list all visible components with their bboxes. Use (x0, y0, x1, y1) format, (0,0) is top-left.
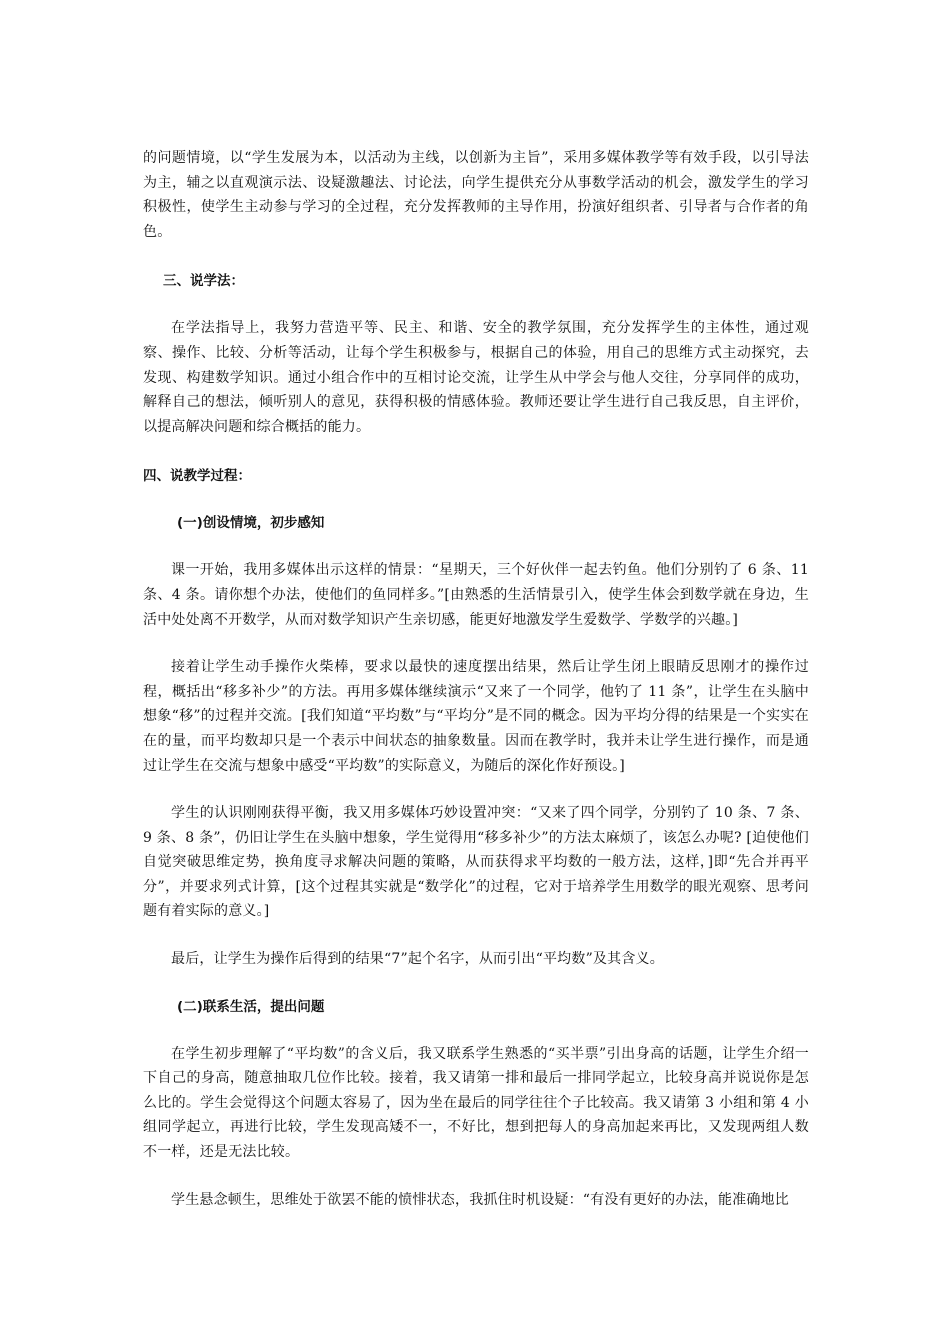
paragraph-learning-method: 在学法指导上，我努力营造平等、民主、和谐、安全的教学氛围，充分发挥学生的主体性，通过观察、操作、比较、分析等活动，让每个学生积极参与，根据自己的体验，用自己的思维方式主动探究，去发现、构建数学知识。通过小组合作中的互相讨论交流，让学生从中学会与他人交往，分享同伴的成功，解释自己的想法，倾听别人的意见，获得积极的情感体验。教师还要让学生进行自己我反思，自主评价，以提高解决问题和综合概括的能力。 (143, 320, 809, 435)
subheading-connect-life: (二)联系生活，提出问题 (177, 998, 325, 1015)
subheading-create-situation: (一)创设情境，初步感知 (177, 515, 325, 532)
heading-learning-method: 三、说学法： (163, 273, 244, 290)
paragraph-height-comparison: 在学生初步理解了“平均数”的含义后，我又联系学生熟悉的“买半票”引出身高的话题，让学生介绍一下自己的身高，随意抽取几位作比较。接着，我又请第一排和最后一排同学起立，比较身高并说说你是怎么比的。学生会觉得这个问题太容易了，因为坐在最后的同学往往个子比较高。我又请第 3 小组和第 4 小组同学起立，再进行比较，学生发现高矮不一，不好比，想到把每人的身高加起来再比，又发现两组人数不一样，还是无法比较。 (143, 1045, 809, 1161)
paragraph-fishing-scenario: 课一开始，我用多媒体出示这样的情景：“星期天，三个好伙伴一起去钓鱼。他们分别钓了 6 条、11 条、4 条。请你想个办法，使他们的鱼同样多。”[由熟悉的生活情景引入，使学生体会到数学就在身边，生活中处处离不开数学，从而对数学知识产生亲切感，能更好地激发学生爱数学、学数学的兴趣。] (143, 562, 809, 628)
paragraph-name-result: 最后，让学生为操作后得到的结果“7”起个名字，从而引出“平均数”及其含义。 (171, 951, 664, 968)
heading-teaching-process: 四、说教学过程： (143, 468, 251, 485)
paragraph-teaching-method-end: 的问题情境，以“学生发展为本，以活动为主线，以创新为主旨”，采用多媒体教学等有效手段，以引导法为主，辅之以直观演示法、设疑激趣法、讨论法，向学生提供充分从事数学活动的机会，激发学生的学习积极性，使学生主动参与学习的全过程，充分发挥教师的主导作用，扮演好组织者、引导者与合作者的角色。 (143, 150, 809, 240)
document-page (143, 146, 809, 1212)
paragraph-matchstick-operation: 接着让学生动手操作火柴棒，要求以最快的速度摆出结果，然后让学生闭上眼睛反思刚才的操作过程，概括出“移多补少”的方法。再用多媒体继续演示“又来了一个同学，他钓了 11 条”，让学生在头脑中想象“移”的过程并交流。[我们知道“平均数”与“平均分”是不同的概念。因为平均分得的结果是一个实实在在的量，而平均数却只是一个表示中间状态的抽象数量。因而在教学时，我并未让学生进行操作，而是通过让学生在交流与想象中感受“平均数”的实际意义，为随后的深化作好预设。] (143, 659, 809, 774)
paragraph-conflict-setup: 学生的认识刚刚获得平衡，我又用多媒体巧妙设置冲突：“又来了四个同学，分别钓了 10 条、7 条、9 条、8 条”，仍旧让学生在头脑中想象，学生觉得用“移多补少”的方法太麻烦了，该怎么办呢? [迫使他们自觉突破思维定势，换角度寻求解决问题的策略，从而获得求平均数的一般方法，这样，]即“先合并再平分”，并要求列式计算，[这个过程其实就是“数学化”的过程，它对于培养学生用数学的眼光观察、思考问题有着实际的意义。] (143, 805, 809, 920)
paragraph-suspense: 学生悬念顿生，思维处于欲罢不能的愤悱状态，我抓住时机设疑：“有没有更好的办法，能准确地比 (171, 1191, 789, 1208)
